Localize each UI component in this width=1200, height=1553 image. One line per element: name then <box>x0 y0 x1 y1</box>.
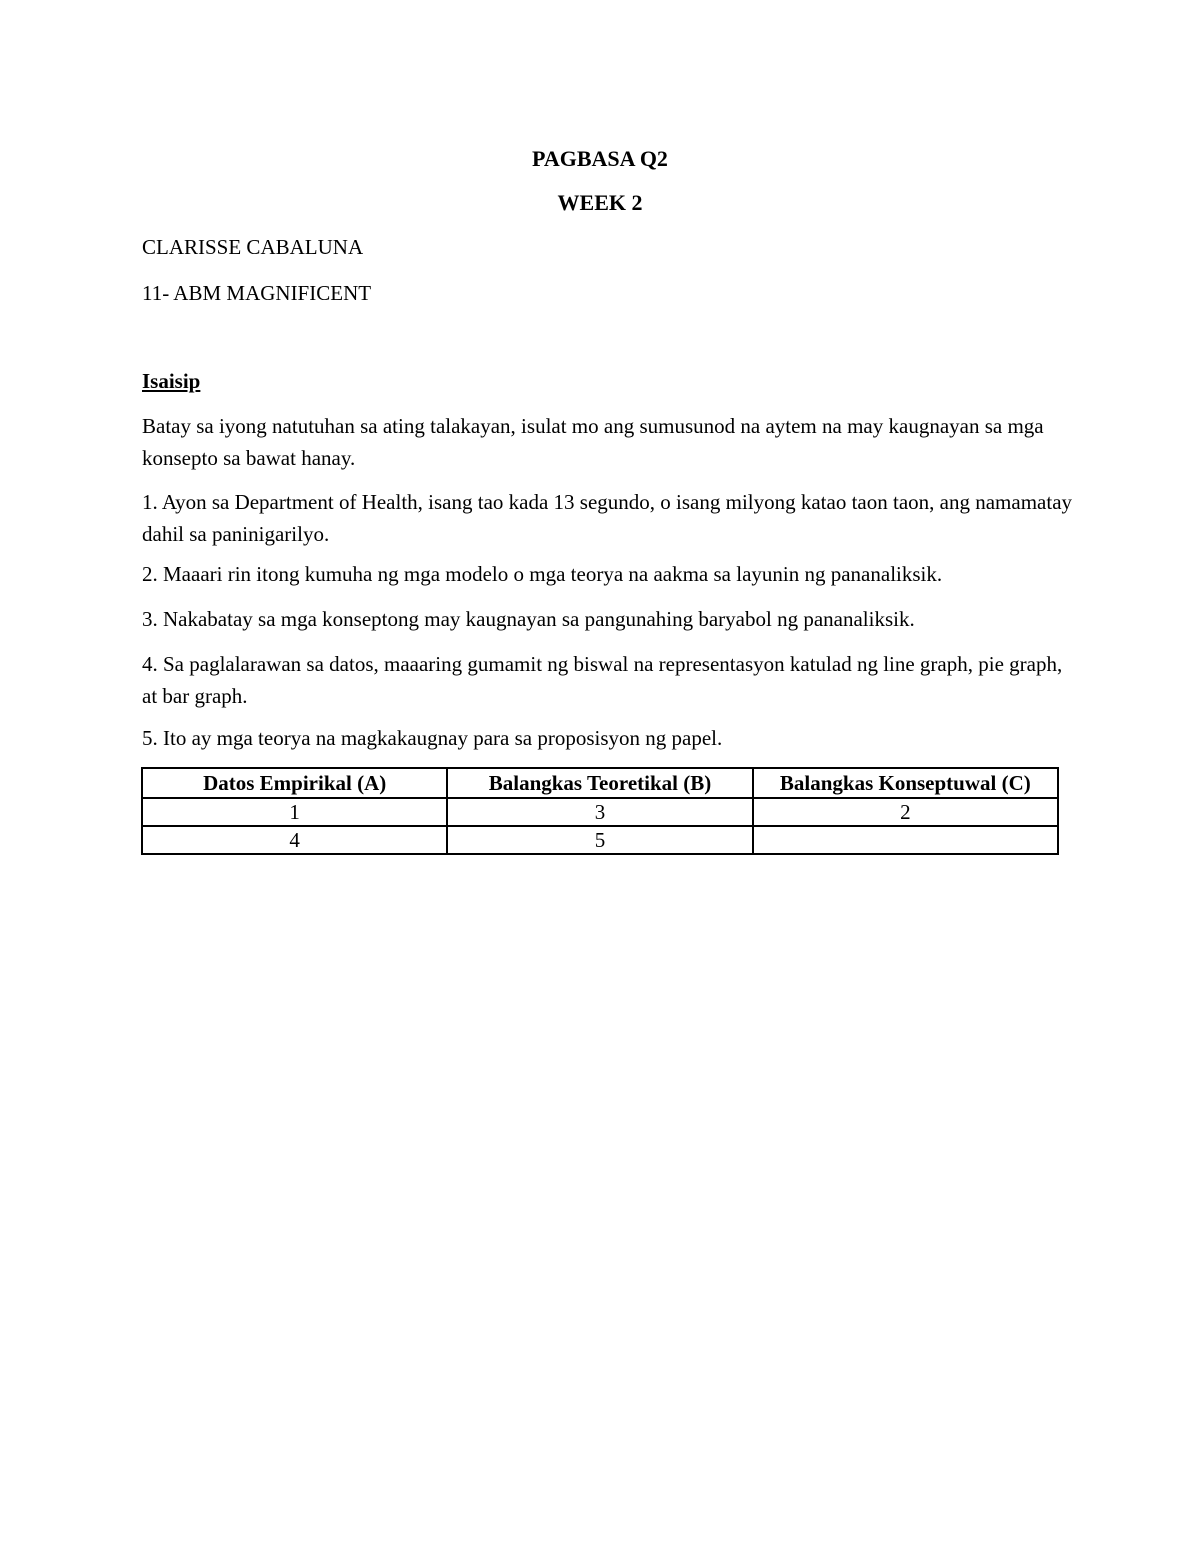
table-cell: 4 <box>142 826 447 854</box>
table-row <box>142 798 1058 826</box>
table-header-row <box>142 768 1058 798</box>
page-title: PAGBASA Q2 <box>532 146 668 171</box>
table-cell <box>753 826 1058 854</box>
item-2: 2. Maaari rin itong kumuha ng mga modelo o mga teorya na aakma sa layunin ng pananaliksik. <box>142 562 943 586</box>
student-name: CLARISSE CABALUNA <box>142 235 364 259</box>
table-cell: 2 <box>753 798 1058 826</box>
item-5: 5. Ito ay mga teorya na magkakaugnay para sa proposisyon ng papel. <box>142 726 723 750</box>
item-3: 3. Nakabatay sa mga konseptong may kaugnayan sa pangunahing baryabol ng pananaliksik. <box>142 607 915 631</box>
student-section: 11- ABM MAGNIFICENT <box>142 281 372 305</box>
table-cell: 1 <box>142 798 447 826</box>
table-cell: 3 <box>447 798 752 826</box>
item-4: 4. Sa paglalarawan sa datos, maaaring gumamit ng biswal na representasyon katulad ng line graph, pie graph, at bar graph. <box>142 652 1063 708</box>
section-heading: Isaisip <box>142 369 201 393</box>
table-cell: 5 <box>447 826 752 854</box>
week-label: WEEK 2 <box>557 190 643 215</box>
instructions-paragraph: Batay sa iyong natutuhan sa ating talakayan, isulat mo ang sumusunod na aytem na may kaugnayan sa mga konsepto sa bawat hanay. <box>142 414 1044 470</box>
header-balangkas-konseptuwal: Balangkas Konseptuwal (C) <box>753 768 1058 798</box>
table-row <box>142 826 1058 854</box>
header-datos-empirikal: Datos Empirikal (A) <box>142 768 447 798</box>
answers-table <box>141 767 1059 855</box>
header-balangkas-teoretikal: Balangkas Teoretikal (B) <box>447 768 752 798</box>
item-1: 1. Ayon sa Department of Health, isang tao kada 13 segundo, o isang milyong katao taon taon, ang namamatay dahil sa paninigarilyo. <box>142 490 1073 546</box>
